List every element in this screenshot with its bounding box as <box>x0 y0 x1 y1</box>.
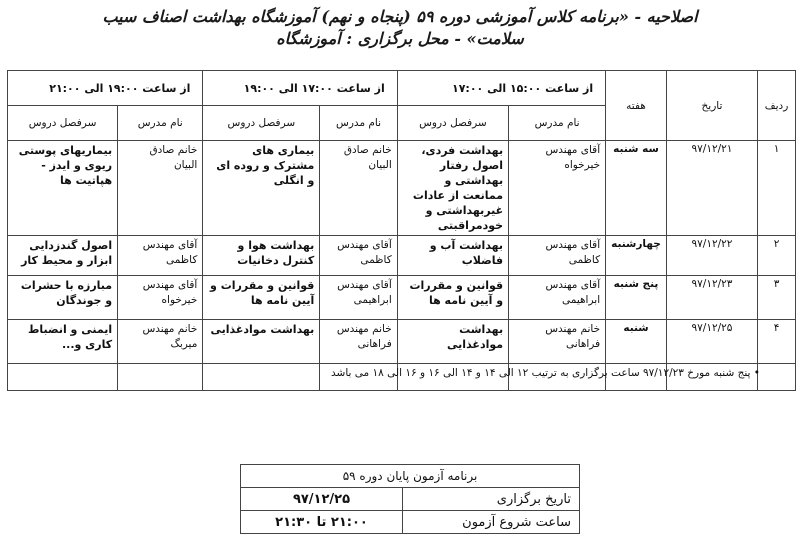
slot1-teacher: آقای مهندس ابراهیمی <box>509 276 606 320</box>
slot1-teacher: آقای مهندس خیرخواه <box>509 141 606 236</box>
page-title: اصلاحیه - «برنامه کلاس آموزشی دوره ۵۹ (پنجاه و نهم) آموزشگاه بهداشت اصناف سیب سلامت» - محل برگزاری : آموزشگاه <box>102 7 698 48</box>
footnote-text: پنج شنبه مورخ ۹۷/۱۲/۲۳ ساعت برگزاری به ترتیب ۱۲ الی ۱۴ و ۱۴ الی ۱۶ و ۱۶ الی ۱۸ می باشد <box>331 367 751 379</box>
exam-title: برنامه آزمون پایان دوره ۵۹ <box>241 465 580 488</box>
slot1-topic: بهداشت آب و فاضلاب <box>397 236 508 276</box>
table-row <box>8 276 796 320</box>
slot3-topic: بیماریهای پوستی ریوی و ایدز - هپاتیت ها <box>8 141 118 236</box>
exam-time-label: ساعت شروع آزمون <box>403 511 580 534</box>
date-header: تاریخ <box>666 71 757 141</box>
slot2-topic: بهداشت هوا و کنترل دخانیات <box>203 236 320 276</box>
exam-title-row <box>241 465 580 488</box>
schedule-header-row <box>8 71 796 106</box>
slot2-teacher: خانم مهندس فراهانی <box>320 320 397 364</box>
row-date: ۹۷/۱۲/۲۵ <box>666 320 757 364</box>
slot2-topics-header: سرفصل دروس <box>203 106 320 141</box>
slot2-time-header: از ساعت ۱۷:۰۰ الی ۱۹:۰۰ <box>203 71 397 106</box>
row-date: ۹۷/۱۲/۲۲ <box>666 236 757 276</box>
row-weekday: سه شنبه <box>606 141 667 236</box>
slot2-teacher-header: نام مدرس <box>320 106 397 141</box>
row-number: ۳ <box>758 276 796 320</box>
row-date: ۹۷/۱۲/۲۱ <box>666 141 757 236</box>
slot1-teacher-header: نام مدرس <box>509 106 606 141</box>
schedule-table <box>7 70 796 391</box>
table-row <box>8 141 796 236</box>
row-number: ۴ <box>758 320 796 364</box>
exam-time-row <box>241 511 580 534</box>
slot2-teacher: آقای مهندس کاظمی <box>320 236 397 276</box>
slot3-teacher: خانم مهندس میربگ <box>118 320 203 364</box>
row-weekday: پنج شنبه <box>606 276 667 320</box>
slot1-topic: بهداشت موادغذایی <box>397 320 508 364</box>
slot2-topic: بهداشت موادغذایی <box>203 320 320 364</box>
slot2-topic: بیماری های مشترک و روده ای و انگلی <box>203 141 320 236</box>
exam-time-value: ۲۱:۰۰ تا ۲۱:۳۰ <box>241 511 403 534</box>
exam-date-row <box>241 488 580 511</box>
slot1-teacher: خانم مهندس فراهانی <box>509 320 606 364</box>
slot3-topic: ایمنی و انضباط کاری و... <box>8 320 118 364</box>
slot1-topic: بهداشت فردی، اصول رفتار بهداشتی و ممانعت از عادات غیربهداشتی و خودمراقبتی <box>397 141 508 236</box>
row-weekday: چهارشنبه <box>606 236 667 276</box>
slot3-topic: مبارزه با حشرات و جوندگان <box>8 276 118 320</box>
slot2-topic: قوانین و مقررات و آیین نامه ها <box>203 276 320 320</box>
slot1-teacher: آقای مهندس کاظمی <box>509 236 606 276</box>
slot3-teacher: آقای مهندس کاظمی <box>118 236 203 276</box>
slot3-teacher: خانم صادق البیان <box>118 141 203 236</box>
row-date: ۹۷/۱۲/۲۳ <box>666 276 757 320</box>
row-number: ۲ <box>758 236 796 276</box>
row-number-header: ردیف <box>758 71 796 141</box>
weekday-header: هفته <box>606 71 667 141</box>
exam-date-value: ۹۷/۱۲/۲۵ <box>241 488 403 511</box>
slot1-topics-header: سرفصل دروس <box>397 106 508 141</box>
slot1-topic: قوانین و مقررات و آیین نامه ها <box>397 276 508 320</box>
slot3-topics-header: سرفصل دروس <box>8 106 118 141</box>
exam-date-label: تاریخ برگزاری <box>403 488 580 511</box>
table-row <box>8 320 796 364</box>
slot3-time-header: از ساعت ۱۹:۰۰ الی ۲۱:۰۰ <box>8 71 203 106</box>
slot3-teacher: آقای مهندس خیرخواه <box>118 276 203 320</box>
slot3-topic: اصول گندزدایی ابزار و محیط کار <box>8 236 118 276</box>
slot1-time-header: از ساعت ۱۵:۰۰ الی ۱۷:۰۰ <box>397 71 605 106</box>
slot3-teacher-header: نام مدرس <box>118 106 203 141</box>
row-weekday: شنبه <box>606 320 667 364</box>
schedule-footnote <box>60 367 760 379</box>
bullet-icon: • <box>753 367 760 379</box>
slot2-teacher: خانم صادق البیان <box>320 141 397 236</box>
row-number: ۱ <box>758 141 796 236</box>
slot2-teacher: آقای مهندس ابراهیمی <box>320 276 397 320</box>
exam-table <box>240 464 580 534</box>
table-row <box>8 236 796 276</box>
